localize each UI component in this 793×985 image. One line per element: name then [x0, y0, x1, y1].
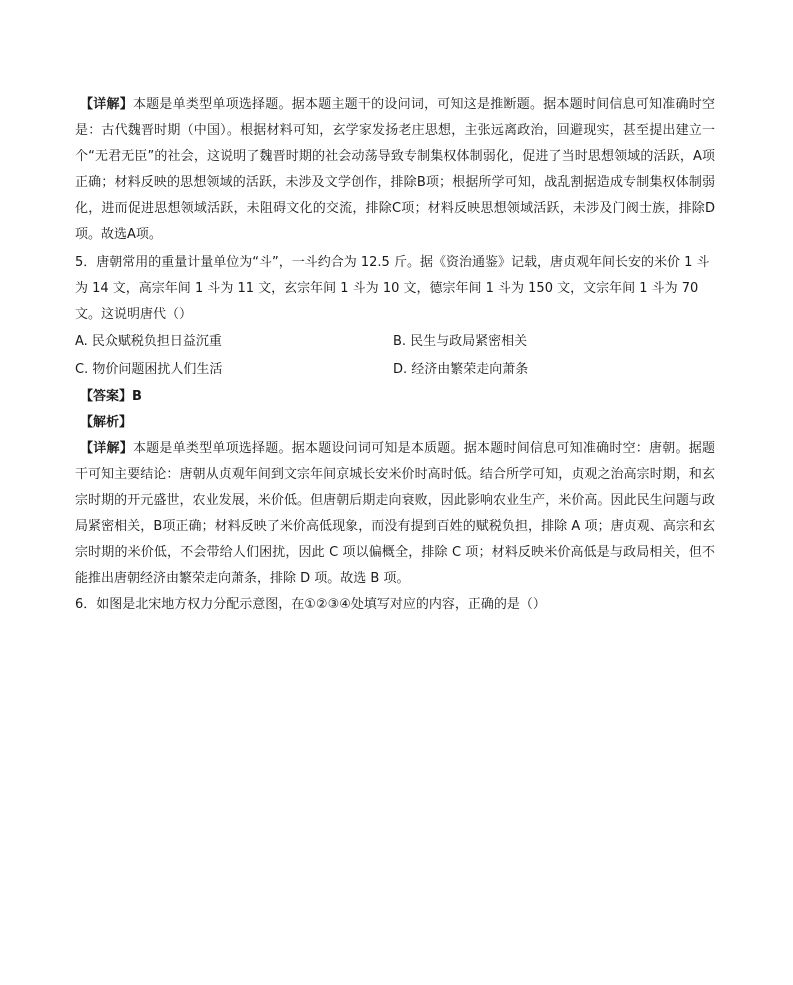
q6-stem: 6．如图是北宋地方权力分配示意图，在①②③④处填写对应的内容，正确的是（） [75, 597, 546, 612]
q4-explain-text: 本题是单类型单项选择题。据本题主题干的设问词，可知这是推断题。据本题时间信息可知准确时空是：古代魏晋时期（中国）。根据材料可知，玄学家发扬老庄思想，主张远离政治，回避现实，甚至提出建立一个“无君无臣”的社会，这说明了魏晋时期的社会动荡导致专制集权体制弱化，促进了当时思想领域的活跃，A项正确；材料反映的思想领域的活跃，未涉及文学创作，排除B项；根据所学可知，战乱割据造成专制集权体制弱化，进而促进思想领域活跃，未阻碍文化的交流，排除C项；材料反映思想领域活跃，未涉及门阀士族，排除D项。故选A项。 [75, 97, 715, 242]
q5-answer-label: 【答案】 [80, 389, 133, 404]
q5-options [75, 328, 715, 384]
q5-analysis-label: 【解析】 [80, 415, 133, 430]
q5-option-b: B. 民生与政局紧密相关 [393, 334, 528, 349]
q5-explain-text: 本题是单类型单项选择题。据本题设问词可知是本质题。据本题时间信息可知准确时空：唐朝。据题干可知主要结论：唐朝从贞观年间到文宗年间京城长安米价时高时低。结合所学可知，贞观之治高宗时期，和玄宗时期的开元盛世，农业发展，米价低。但唐朝后期走向衰败，因此影响农业生产，米价高。因此民生问题与政局紧密相关，B项正确；材料反映了米价高低现象，而没有提到百姓的赋税负担，排除 A 项；唐贞观、高宗和玄宗时期的米价低，不会带给人们困扰，因此 C 项以偏概全，排除 C 项；材料反映米价高低是与政局相关，但不能推出唐朝经济由繁荣走向萧条，排除 D 项。故选 B 项。 [75, 441, 715, 586]
q4-explanation [75, 92, 715, 248]
q5-analysis-heading [75, 410, 715, 436]
q5-answer [75, 384, 715, 410]
q5-option-a: A. 民众赋税负担日益沉重 [75, 334, 222, 349]
q5-explanation [75, 436, 715, 592]
q5-stem: 5．唐朝常用的重量计量单位为“斗”，一斗约合为 12.5 斤。据《资治通鉴》记载，唐贞观年间长安的米价 1 斗为 14 文，高宗年间 1 斗为 11 文，玄宗年间 1 斗为 10 文，德宗年间 1 斗为 150 文，文宗年间 1 斗为 70 文。这说明唐代（） [75, 255, 710, 322]
q5-answer-value: B [132, 389, 142, 404]
content-area [75, 92, 715, 618]
q5-explain-label: 【详解】 [80, 441, 133, 456]
q5-option-c: C. 物价问题困扰人们生活 [75, 362, 223, 377]
q5-option-d: D. 经济由繁荣走向萧条 [393, 362, 529, 377]
q4-explain-label: 【详解】 [80, 97, 133, 112]
